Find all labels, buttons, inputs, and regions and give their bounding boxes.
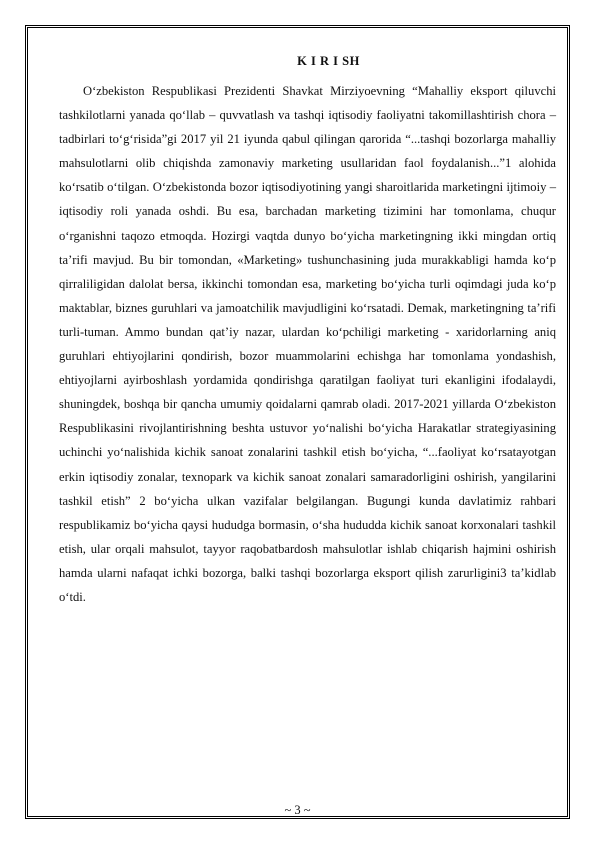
page-number: ~ 3 ~ (284, 803, 311, 817)
document-body (59, 53, 556, 609)
page-title: K I R I SH (297, 54, 360, 68)
body-paragraph: O‘zbekiston Respublikasi Prezidenti Shavkat Mirziyoevning “Mahalliy eksport qiluvchi tashkilotlarni yanada qo‘llab – quvvatlash va tashqi iqtisodiy faoliyatni takomillashtirish chora – tadbirlari to‘g‘risida”gi 2017 yil 21 iyunda qabul qilingan qarorida “...tashqi bozorlarga mahalliy mahsulotlarni olib chiqishda zamonaviy marketing usullaridan faol foydalanish...”1 alohida ko‘rsatib o‘tilgan. O‘zbekistonda bozor iqtisodiyotining yangi sharoitlarida marketingni ijtimoiy – iqtisodiy roli yanada oshdi. Bu esa, barchadan marketing tizimini har tomonlama, chuqur o‘rganishni taqozo etmoqda. Hozirgi vaqtda dunyo bo‘yicha marketingning ikki mingdan ortiq ta’rifi mavjud. Bu bir tomondan, «Marketing» tushunchasining juda murakkabligi hamda ko‘p qirraliligidan dalolat bersa, ikkinchi tomondan esa, marketing bo‘yicha turli oqimdagi juda ko‘p maktablar, biznes guruhlari va jamoatchilik mavjudligini ko‘rsatadi. Demak, marketingning ta’rifi turli-tuman. Ammo bundan qat’iy nazar, ulardan ko‘pchiligi marketing - xaridorlarning aniq guruhlari ehtiyojlarini qondirish, bozor muammolarini echishga har tomonlama yondashish, ehtiyojlarni ayirboshlash yordamida qondirishga qaratilgan faoliyat turi ekanligini ifodalaydi, shuningdek, boshqa bir qancha umumiy qoidalarni qamrab oladi. 2017-2021 yillarda O‘zbekiston Respublikasini rivojlantirishning beshta ustuvor yo‘nalishi bo‘yicha Harakatlar strategiyasining uchinchi yo‘nalishida kichik sanoat zonalarini tashkil etish bo‘yicha, “...faoliyat ko‘rsatayotgan erkin iqtisodiy zonalar, texnopark va kichik sanoat zonalari samaradorligini oshirish, yangilarini tashkil etish” 2 bo‘yicha ulkan vazifalar belgilangan. Bugungi kunda davlatimiz rahbari respublikamiz bo‘yicha qaysi hududga bormasin, o‘sha hududda kichik sanoat korxonalari tashkil etish, ular orqali mahsulot, tayyor raqobatbardosh mahsulotlar ishlab chiqarish hajmini oshirish hamda ularni nafaqat ichki bozorga, balki tashqi bozorlarga eksport qilish zarurligini3 ta’kidlab o‘tdi. (59, 84, 556, 604)
